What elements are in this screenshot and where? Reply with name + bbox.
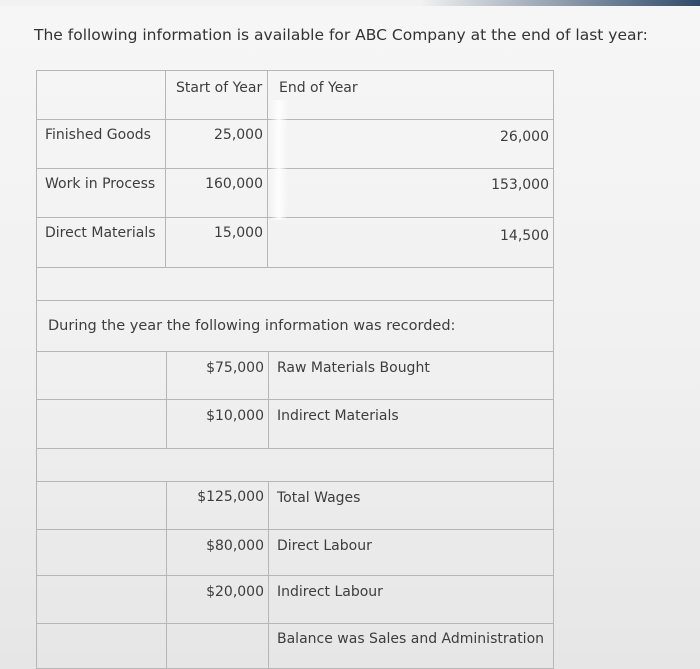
record-blank-cell — [36, 351, 167, 400]
record-desc-balance: Balance was Sales and Administration — [268, 623, 554, 669]
record-amount-indirect-materials: $10,000 — [166, 399, 269, 449]
row-label-finished-goods: Finished Goods — [36, 119, 166, 169]
record-blank-cell — [36, 575, 167, 624]
record-amount-total-wages: $125,000 — [166, 481, 269, 530]
record-blank-cell — [36, 399, 167, 449]
record-amount-balance — [166, 623, 269, 669]
record-amount-indirect-labour: $20,000 — [166, 575, 269, 624]
row-label-direct-materials: Direct Materials — [36, 217, 166, 268]
work-in-process-end: 153,000 — [267, 168, 554, 218]
row-label-work-in-process: Work in Process — [36, 168, 166, 218]
record-desc-direct-labour: Direct Labour — [268, 529, 554, 576]
record-desc-total-wages: Total Wages — [268, 481, 554, 530]
record-desc-indirect-labour: Indirect Labour — [268, 575, 554, 624]
record-blank-cell — [36, 529, 167, 576]
intro-text: The following information is available for ABC Company at the end of last year: — [34, 26, 648, 44]
header-start-of-year: Start of Year — [165, 70, 268, 120]
header-end-of-year: End of Year — [267, 70, 554, 120]
data-table — [36, 70, 554, 669]
work-in-process-start: 160,000 — [165, 168, 268, 218]
record-desc-raw-materials: Raw Materials Bought — [268, 351, 554, 400]
direct-materials-end: 14,500 — [267, 217, 554, 268]
record-desc-indirect-materials: Indirect Materials — [268, 399, 554, 449]
record-amount-raw-materials: $75,000 — [166, 351, 269, 400]
header-blank-cell — [36, 70, 166, 120]
during-year-text: During the year the following information was recorded: — [36, 300, 554, 352]
finished-goods-end: 26,000 — [267, 119, 554, 169]
separator-row — [36, 448, 554, 482]
finished-goods-start: 25,000 — [165, 119, 268, 169]
spacer-row — [36, 267, 554, 301]
record-blank-cell — [36, 623, 167, 669]
direct-materials-start: 15,000 — [165, 217, 268, 268]
record-blank-cell — [36, 481, 167, 530]
record-amount-direct-labour: $80,000 — [166, 529, 269, 576]
